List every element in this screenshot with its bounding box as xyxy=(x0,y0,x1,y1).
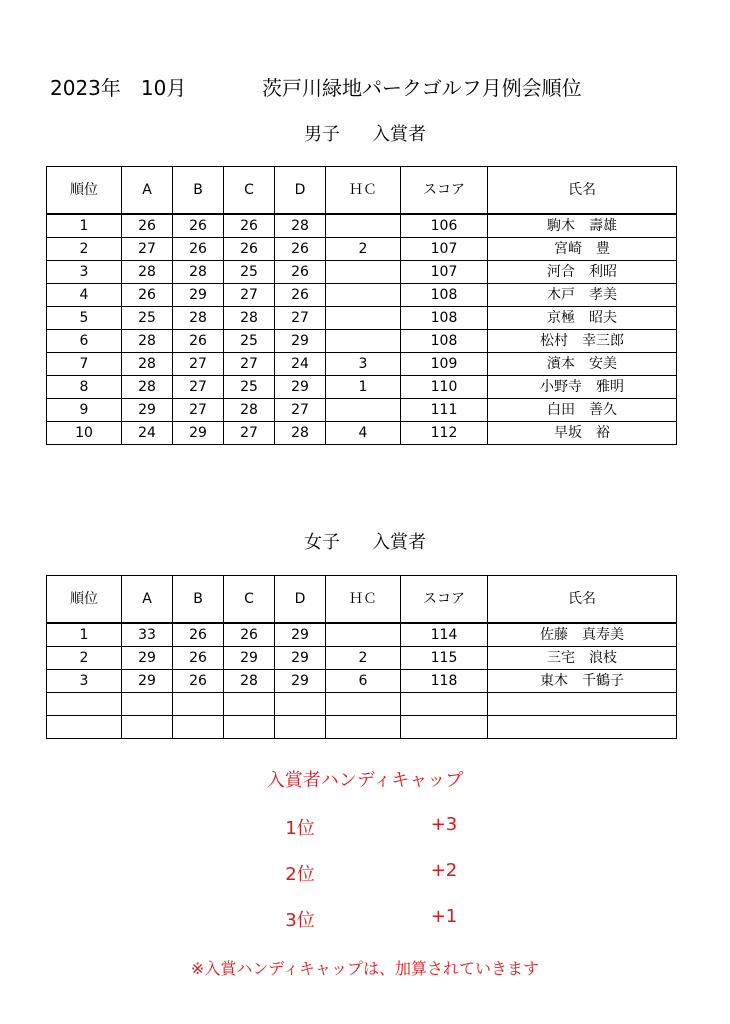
cell-score: 108 xyxy=(401,330,488,353)
cell-name: 早坂 裕 xyxy=(488,422,677,445)
col-header-rank: 順位 xyxy=(47,167,122,215)
cell-a: 26 xyxy=(122,284,173,307)
cell-score: 118 xyxy=(401,670,488,693)
cell-hc: 1 xyxy=(326,376,401,399)
table-row xyxy=(47,422,677,445)
col-header-b: B xyxy=(173,576,224,624)
cell-score: 112 xyxy=(401,422,488,445)
cell-a: 29 xyxy=(122,647,173,670)
cell-c xyxy=(224,693,275,716)
cell-rank: 1 xyxy=(47,214,122,238)
cell-hc xyxy=(326,399,401,422)
document-title: 茨戸川緑地パークゴルフ月例会順位 xyxy=(262,76,582,100)
cell-a: 28 xyxy=(122,353,173,376)
cell-name: 濱本 安美 xyxy=(488,353,677,376)
cell-c: 27 xyxy=(224,284,275,307)
cell-d: 26 xyxy=(275,238,326,261)
table-row xyxy=(47,330,677,353)
cell-b: 28 xyxy=(173,307,224,330)
cell-hc: 3 xyxy=(326,353,401,376)
cell-b: 27 xyxy=(173,353,224,376)
table-row xyxy=(47,214,677,238)
cell-hc xyxy=(326,307,401,330)
col-header-d: D xyxy=(275,167,326,215)
table-row xyxy=(47,670,677,693)
cell-name xyxy=(488,716,677,739)
cell-rank xyxy=(47,716,122,739)
cell-a: 27 xyxy=(122,238,173,261)
cell-c: 25 xyxy=(224,376,275,399)
cell-rank: 5 xyxy=(47,307,122,330)
col-header-name: 氏名 xyxy=(488,576,677,624)
cell-rank: 4 xyxy=(47,284,122,307)
cell-rank: 8 xyxy=(47,376,122,399)
cell-rank: 7 xyxy=(47,353,122,376)
cell-score: 114 xyxy=(401,623,488,647)
cell-name: 京極 昭夫 xyxy=(488,307,677,330)
cell-d: 27 xyxy=(275,399,326,422)
table-row xyxy=(47,353,677,376)
cell-hc: 2 xyxy=(326,238,401,261)
cell-c: 28 xyxy=(224,399,275,422)
cell-c xyxy=(224,716,275,739)
cell-b: 29 xyxy=(173,422,224,445)
women-section-label: 女子 xyxy=(304,532,340,553)
cell-b: 26 xyxy=(173,330,224,353)
men-section-title xyxy=(0,120,730,146)
table-row xyxy=(47,647,677,670)
cell-d: 29 xyxy=(275,623,326,647)
handicap-value-3: +1 xyxy=(430,906,458,927)
cell-name: 三宅 浪枝 xyxy=(488,647,677,670)
men-section-winners-label: 入賞者 xyxy=(372,124,426,145)
cell-a: 29 xyxy=(122,670,173,693)
cell-d: 29 xyxy=(275,330,326,353)
cell-hc: 6 xyxy=(326,670,401,693)
handicap-title: 入賞者ハンディキャップ xyxy=(266,770,464,791)
cell-name xyxy=(488,693,677,716)
col-header-rank: 順位 xyxy=(47,576,122,624)
table-row xyxy=(47,284,677,307)
women-section-title xyxy=(0,528,730,554)
col-header-c: C xyxy=(224,167,275,215)
cell-hc: 2 xyxy=(326,647,401,670)
cell-rank: 3 xyxy=(47,261,122,284)
cell-a: 24 xyxy=(122,422,173,445)
cell-rank: 9 xyxy=(47,399,122,422)
col-header-score: スコア xyxy=(401,576,488,624)
handicap-rank-2: 2位 xyxy=(285,864,315,885)
cell-d: 26 xyxy=(275,284,326,307)
table-row xyxy=(47,376,677,399)
table-header-row xyxy=(47,576,677,624)
cell-score: 111 xyxy=(401,399,488,422)
cell-c: 25 xyxy=(224,261,275,284)
cell-name: 東木 千鶴子 xyxy=(488,670,677,693)
table-row xyxy=(47,238,677,261)
cell-name: 木戸 孝美 xyxy=(488,284,677,307)
cell-hc: 4 xyxy=(326,422,401,445)
cell-hc xyxy=(326,330,401,353)
cell-b xyxy=(173,716,224,739)
cell-name: 小野寺 雅明 xyxy=(488,376,677,399)
cell-name: 佐藤 真寿美 xyxy=(488,623,677,647)
cell-c: 25 xyxy=(224,330,275,353)
table-row xyxy=(47,623,677,647)
cell-d: 24 xyxy=(275,353,326,376)
cell-a: 26 xyxy=(122,214,173,238)
cell-b: 27 xyxy=(173,376,224,399)
women-ranking-table xyxy=(46,575,677,739)
table-row xyxy=(47,693,677,716)
cell-score: 109 xyxy=(401,353,488,376)
cell-c: 29 xyxy=(224,647,275,670)
cell-c: 27 xyxy=(224,422,275,445)
cell-a: 29 xyxy=(122,399,173,422)
cell-d: 27 xyxy=(275,307,326,330)
cell-a: 28 xyxy=(122,330,173,353)
cell-d: 29 xyxy=(275,670,326,693)
cell-b: 29 xyxy=(173,284,224,307)
handicap-rank-1: 1位 xyxy=(285,818,315,839)
cell-score: 108 xyxy=(401,307,488,330)
cell-c: 27 xyxy=(224,353,275,376)
men-ranking-table xyxy=(46,166,677,445)
cell-score: 108 xyxy=(401,284,488,307)
cell-score xyxy=(401,716,488,739)
cell-score: 107 xyxy=(401,238,488,261)
cell-d xyxy=(275,716,326,739)
cell-c: 28 xyxy=(224,307,275,330)
col-header-hc: ＨＣ xyxy=(326,576,401,624)
cell-rank: 2 xyxy=(47,647,122,670)
handicap-note: ※入賞ハンディキャップは、加算されていきます xyxy=(190,959,540,978)
col-header-a: A xyxy=(122,576,173,624)
cell-rank: 6 xyxy=(47,330,122,353)
col-header-score: スコア xyxy=(401,167,488,215)
cell-hc xyxy=(326,214,401,238)
cell-d: 28 xyxy=(275,422,326,445)
cell-score: 107 xyxy=(401,261,488,284)
table-header-row xyxy=(47,167,677,215)
cell-b: 28 xyxy=(173,261,224,284)
table-row xyxy=(47,716,677,739)
cell-c: 26 xyxy=(224,238,275,261)
cell-b xyxy=(173,693,224,716)
cell-b: 26 xyxy=(173,238,224,261)
cell-hc xyxy=(326,716,401,739)
cell-b: 26 xyxy=(173,623,224,647)
cell-b: 26 xyxy=(173,214,224,238)
table-row xyxy=(47,399,677,422)
cell-d xyxy=(275,693,326,716)
handicap-value-2: +2 xyxy=(430,860,458,881)
cell-a xyxy=(122,693,173,716)
cell-name: 松村 幸三郎 xyxy=(488,330,677,353)
cell-c: 26 xyxy=(224,623,275,647)
col-header-b: B xyxy=(173,167,224,215)
cell-name: 河合 利昭 xyxy=(488,261,677,284)
handicap-value-1: +3 xyxy=(430,814,458,835)
cell-rank: 3 xyxy=(47,670,122,693)
cell-a: 33 xyxy=(122,623,173,647)
cell-rank: 10 xyxy=(47,422,122,445)
cell-hc xyxy=(326,693,401,716)
cell-b: 26 xyxy=(173,670,224,693)
cell-score: 106 xyxy=(401,214,488,238)
table-row xyxy=(47,261,677,284)
cell-c: 26 xyxy=(224,214,275,238)
cell-d: 26 xyxy=(275,261,326,284)
cell-b: 26 xyxy=(173,647,224,670)
col-header-name: 氏名 xyxy=(488,167,677,215)
handicap-rank-3: 3位 xyxy=(285,910,315,931)
women-section-winners-label: 入賞者 xyxy=(372,532,426,553)
cell-name: 宮崎 豊 xyxy=(488,238,677,261)
cell-d: 29 xyxy=(275,376,326,399)
cell-a xyxy=(122,716,173,739)
men-section-label: 男子 xyxy=(304,124,340,145)
cell-hc xyxy=(326,284,401,307)
cell-rank xyxy=(47,693,122,716)
cell-name: 駒木 壽雄 xyxy=(488,214,677,238)
cell-a: 28 xyxy=(122,261,173,284)
cell-d: 28 xyxy=(275,214,326,238)
col-header-hc: ＨＣ xyxy=(326,167,401,215)
cell-score xyxy=(401,693,488,716)
cell-name: 白田 善久 xyxy=(488,399,677,422)
cell-a: 28 xyxy=(122,376,173,399)
cell-score: 110 xyxy=(401,376,488,399)
cell-rank: 1 xyxy=(47,623,122,647)
cell-score: 115 xyxy=(401,647,488,670)
cell-b: 27 xyxy=(173,399,224,422)
cell-hc xyxy=(326,261,401,284)
col-header-c: C xyxy=(224,576,275,624)
cell-c: 28 xyxy=(224,670,275,693)
col-header-a: A xyxy=(122,167,173,215)
cell-a: 25 xyxy=(122,307,173,330)
cell-rank: 2 xyxy=(47,238,122,261)
col-header-d: D xyxy=(275,576,326,624)
document-date: 2023年 10月 xyxy=(50,76,187,100)
cell-hc xyxy=(326,623,401,647)
cell-d: 29 xyxy=(275,647,326,670)
table-row xyxy=(47,307,677,330)
